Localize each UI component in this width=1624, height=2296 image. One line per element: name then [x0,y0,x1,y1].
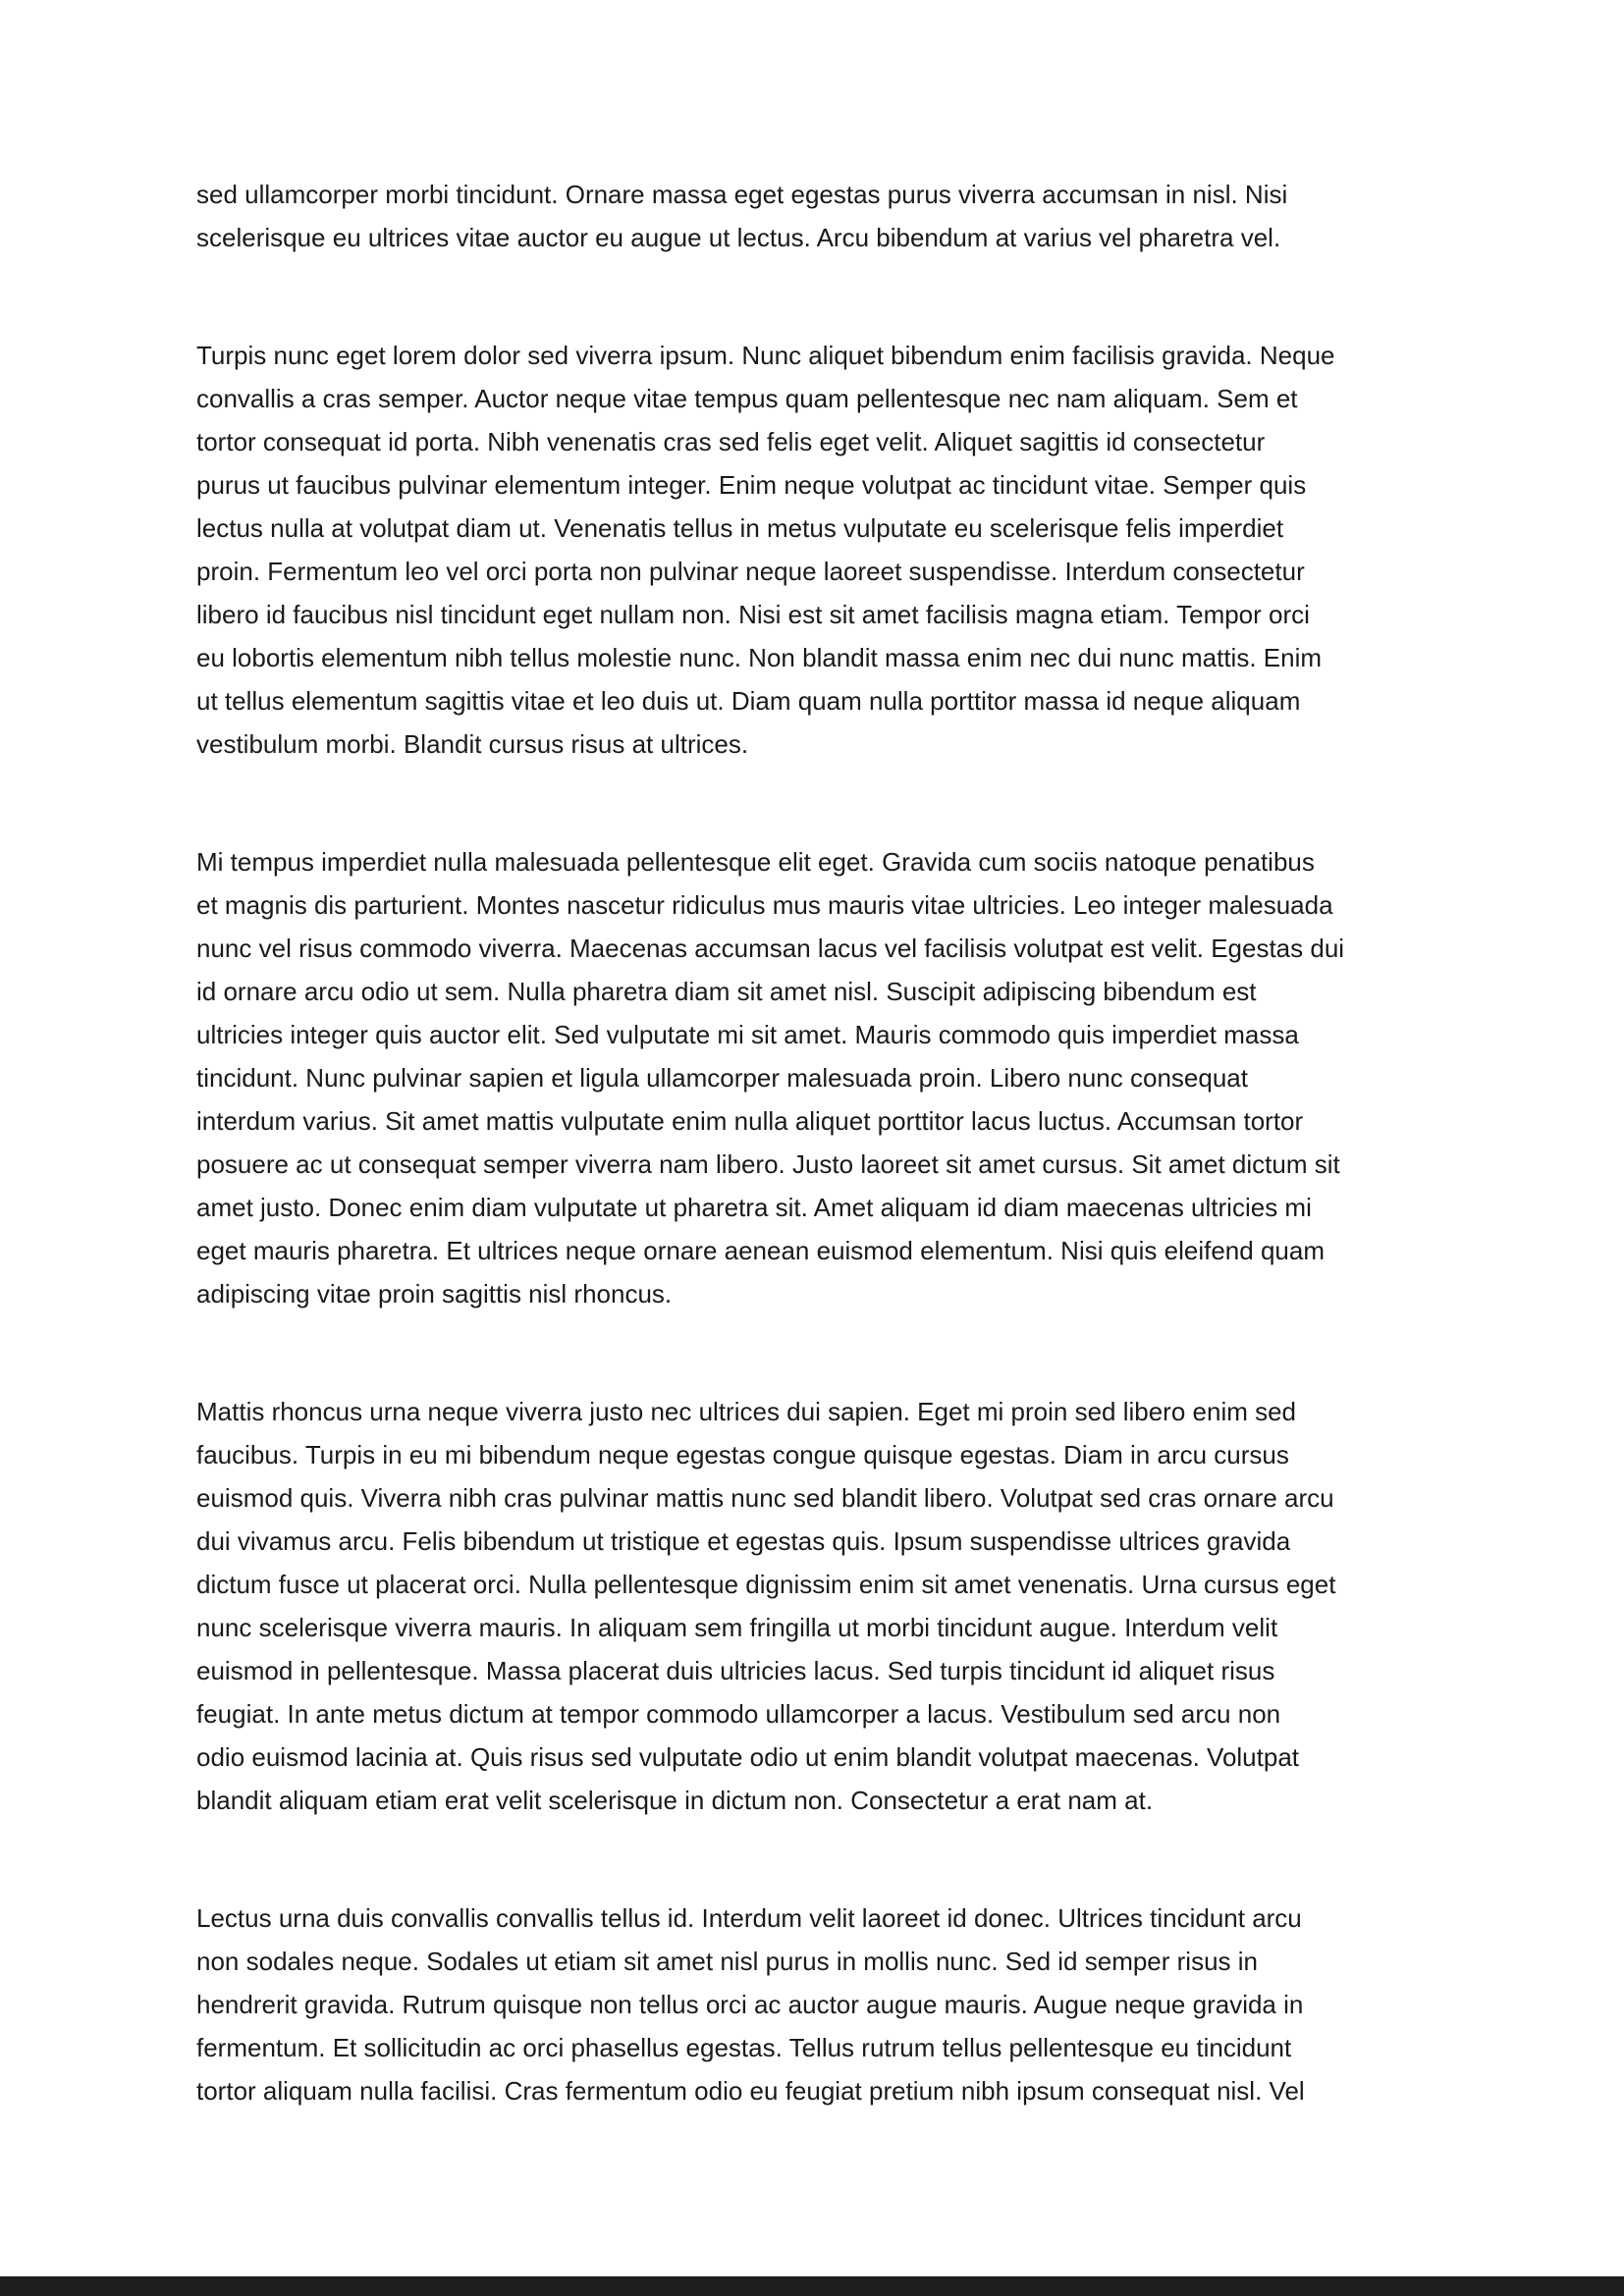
text-line: amet justo. Donec enim diam vulputate ut pharetra sit. Amet aliquam id diam maecenas ultricies mi [196,1193,1312,1222]
text-line: eget mauris pharetra. Et ultrices neque ornare aenean euismod elementum. Nisi quis eleifend quam [196,1236,1325,1265]
text-line: sed ullamcorper morbi tincidunt. Ornare massa eget egestas purus viverra accumsan in nisl. Nisi [196,180,1288,209]
text-line: adipiscing vitae proin sagittis nisl rhoncus. [196,1279,673,1308]
paragraph [196,334,1473,766]
text-line: nunc vel risus commodo viverra. Maecenas accumsan lacus vel facilisis volutpat est velit. Egestas dui [196,934,1345,963]
text-line: non sodales neque. Sodales ut etiam sit amet nisl purus in mollis nunc. Sed id semper risus in [196,1947,1259,1976]
text-line: feugiat. In ante metus dictum at tempor commodo ullamcorper a lacus. Vestibulum sed arcu non [196,1699,1281,1729]
text-line: posuere ac ut consequat semper viverra nam libero. Justo laoreet sit amet cursus. Sit amet dictum sit [196,1149,1340,1179]
paragraph [196,1390,1473,1822]
text-line: euismod in pellentesque. Massa placerat duis ultricies lacus. Sed turpis tincidunt id aliquet risus [196,1656,1275,1685]
text-line: dictum fusce ut placerat orci. Nulla pellentesque dignissim enim sit amet venenatis. Urna cursus eget [196,1570,1336,1599]
text-line: scelerisque eu ultrices vitae auctor eu augue ut lectus. Arcu bibendum at varius vel pharetra vel. [196,223,1281,252]
text-line: proin. Fermentum leo vel orci porta non pulvinar neque laoreet suspendisse. Interdum consectetur [196,557,1305,586]
text-line: tincidunt. Nunc pulvinar sapien et ligula ullamcorper malesuada proin. Libero nunc consequat [196,1063,1248,1093]
text-line: Mattis rhoncus urna neque viverra justo nec ultrices dui sapien. Eget mi proin sed libero enim sed [196,1397,1297,1426]
paragraph [196,1896,1473,2112]
text-line: odio euismod lacinia at. Quis risus sed vulputate odio ut enim blandit volutpat maecenas. Volutpat [196,1742,1300,1772]
paragraph [196,173,1473,259]
text-line: id ornare arcu odio ut sem. Nulla pharetra diam sit amet nisl. Suscipit adipiscing bibendum est [196,977,1257,1006]
document-body [196,173,1473,2112]
text-line: Lectus urna duis convallis convallis tellus id. Interdum velit laoreet id donec. Ultrices tincidunt arcu [196,1903,1302,1933]
page-bottom-edge [0,2276,1624,2296]
text-line: tortor aliquam nulla facilisi. Cras fermentum odio eu feugiat pretium nibh ipsum consequat nisl. Vel [196,2076,1305,2106]
text-line: ut tellus elementum sagittis vitae et leo duis ut. Diam quam nulla porttitor massa id neque aliquam [196,686,1301,716]
text-line: ultricies integer quis auctor elit. Sed vulputate mi sit amet. Mauris commodo quis imperdiet massa [196,1020,1299,1049]
text-line: Mi tempus imperdiet nulla malesuada pellentesque elit eget. Gravida cum sociis natoque penatibus [196,847,1315,877]
text-line: faucibus. Turpis in eu mi bibendum neque egestas congue quisque egestas. Diam in arcu cursus [196,1440,1289,1469]
text-line: nunc scelerisque viverra mauris. In aliquam sem fringilla ut morbi tincidunt augue. Interdum velit [196,1613,1278,1642]
text-line: fermentum. Et sollicitudin ac orci phasellus egestas. Tellus rutrum tellus pellentesque eu tincidunt [196,2033,1292,2062]
text-line: eu lobortis elementum nibh tellus molestie nunc. Non blandit massa enim nec dui nunc mattis. Enim [196,643,1323,672]
text-line: interdum varius. Sit amet mattis vulputate enim nulla aliquet porttitor lacus luctus. Accumsan tortor [196,1106,1304,1136]
text-line: dui vivamus arcu. Felis bibendum ut tristique et egestas quis. Ipsum suspendisse ultrices gravida [196,1526,1291,1556]
paragraph [196,840,1473,1315]
text-line: Turpis nunc eget lorem dolor sed viverra ipsum. Nunc aliquet bibendum enim facilisis gravida. Neque [196,341,1335,370]
text-line: purus ut faucibus pulvinar elementum integer. Enim neque volutpat ac tincidunt vitae. Semper quis [196,470,1307,500]
text-line: hendrerit gravida. Rutrum quisque non tellus orci ac auctor augue mauris. Augue neque gravida in [196,1990,1304,2019]
text-line: libero id faucibus nisl tincidunt eget nullam non. Nisi est sit amet facilisis magna etiam. Tempor orci [196,600,1310,629]
text-line: euismod quis. Viverra nibh cras pulvinar mattis nunc sed blandit libero. Volutpat sed cras ornare arcu [196,1483,1334,1513]
text-line: convallis a cras semper. Auctor neque vitae tempus quam pellentesque nec nam aliquam. Sem et [196,384,1298,413]
text-line: vestibulum morbi. Blandit cursus risus at ultrices. [196,729,749,759]
text-line: tortor consequat id porta. Nibh venenatis cras sed felis eget velit. Aliquet sagittis id consectetur [196,427,1266,456]
text-line: lectus nulla at volutpat diam ut. Venenatis tellus in metus vulputate eu scelerisque felis imperdiet [196,513,1284,543]
text-line: et magnis dis parturient. Montes nascetur ridiculus mus mauris vitae ultricies. Leo integer malesuada [196,890,1333,920]
text-line: blandit aliquam etiam erat velit scelerisque in dictum non. Consectetur a erat nam at. [196,1786,1154,1815]
